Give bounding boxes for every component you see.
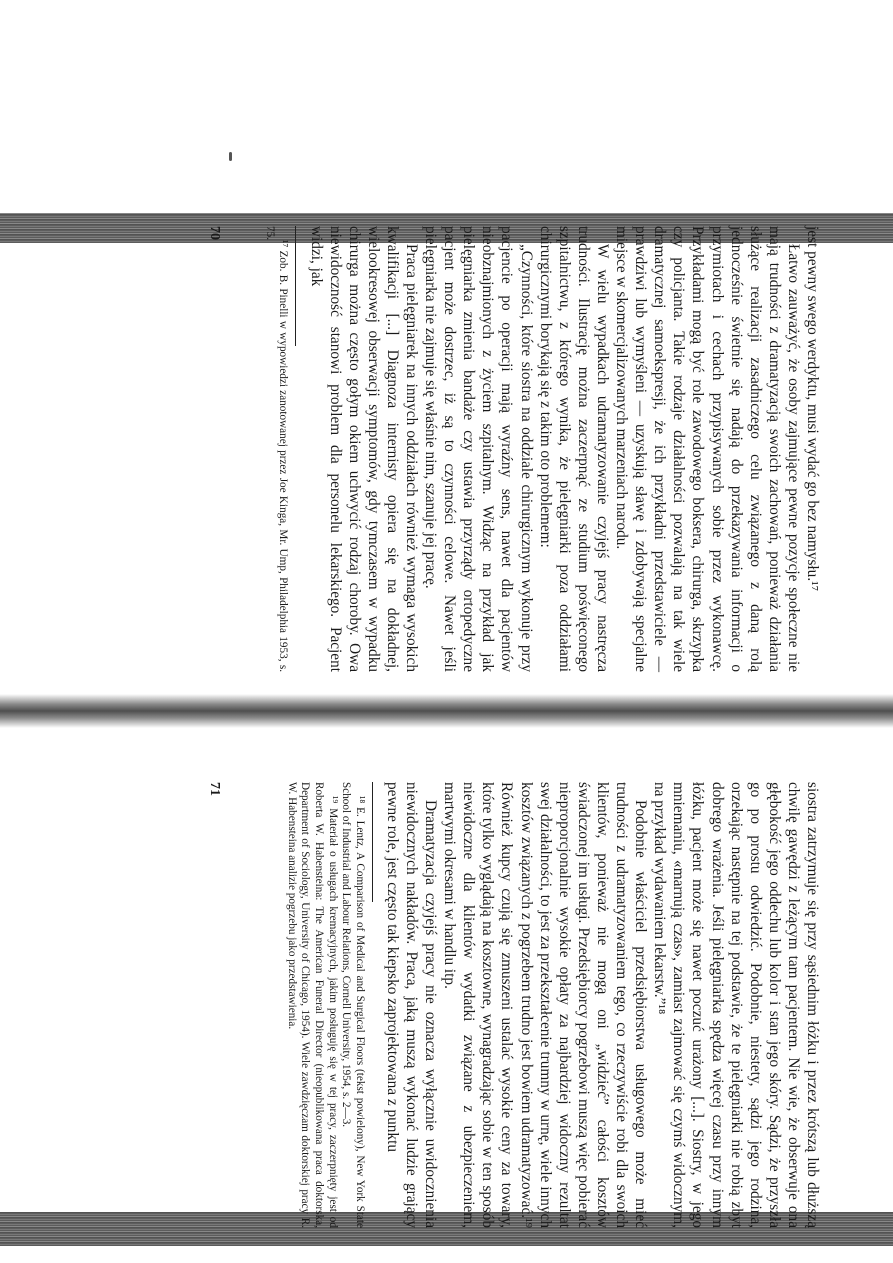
- page-70-footnotes: [262, 226, 289, 672]
- stray-mark: [229, 152, 232, 161]
- page-70: [207, 226, 822, 672]
- footnote-rule: [295, 226, 296, 346]
- page-71-footnotes: [284, 782, 366, 1228]
- footnote: ¹⁹ Materiał o usługach kremacyjnych, jakim posługuję się w tej pracy, zaczerpnięty jest od Roberta W. Habensteina: The American Funeral Director (nieopublikowana praca doktorska, Department of Sociology, University of Chicago, 1954). Wiele zawdzięczam doktorskiej pracy R. W. Habensteina analizie pogrzebu jako przedstawienia.: [285, 782, 339, 1228]
- paragraph: Podobnie właściciel przedsiębiorstwa usługowego może mieć trudności z udramatyzowaniem tego, co rzeczywiście robi dla swoich klientów, ponieważ nie mogą oni „widzieć” całości kosztów świadczonej im usługi. Przedsiębiorcy pogrzebowi muszą więc pobierać nieproporcjonalnie wysokie opłaty za najbardziej widoczny rezultat swej działalności, to jest za przekształcenie trumny w urnę, wiele innych kosztów związanych z pogrzebem trudno jest bowiem udramatyzować.¹⁹ Również kupcy czują się zmuszeni ustalać wysokie ceny za towary, które tylko wyglądają na kosztowne, wynagradzając sobie w ten sposób niewidoczne dla klientów wydatki związane z ubezpieczeniem, martwymi okresami w handlu itp.: [441, 782, 650, 1228]
- page-70-body: [306, 226, 822, 672]
- paragraph: „Czynności, które siostra na oddziale chirurgicznym wykonuje przy pacjencie po operacji mają wyraźny sens, nawet dla pacjentów nieobznajmionych z życiem szpitalnym. Widząc na przykład jak pielęgniarka zmienia bandaże czy ustawia przyrządy ortopedyczne pacjent może dostrzec, iż są to czynności celowe. Nawet jeśli pielęgniarka nie zajmuje się właśnie nim, szanuje jej pracę.: [422, 226, 535, 672]
- paragraph: jest pewny swego werdyktu, musi wydać go bez namysłu.¹⁷: [804, 226, 821, 592]
- footnote: ¹⁷ Zob. B. Pinelli w wypowiedzi zanotowanej przez Joe Kinga, Mr. Ump, Philadelphia 1953, s. 75.: [263, 226, 290, 672]
- paragraph: Dramatyzacja czyjejś pracy nie oznacza wyłącznie uwidocznienia niewidocznych nakładów. Praca, jaką muszą wykonać ludzie grający pewne role, jest często tak kiepsko zaprojektowana z punktu: [383, 782, 440, 1228]
- paragraph: Praca pielęgniarek na innych oddziałach również wymaga wysokich kwalifikacji [...] Diagnoza internisty opiera się na dokładnej, wielookresowej obserwacji symptomów, gdy tymczasem w wypadku chirurga można często gołym okiem uchwycić rodzaj choroby. Owa niewidoczność stanowi problem dla personelu lekarskiego. Pacjent widzi, jak: [307, 226, 421, 672]
- footnote-rule: [372, 782, 373, 902]
- paragraph: Łatwo zauważyć, że osoby zajmujące pewne pozycje społeczne nie mają trudności z dramatyzacją swoich zachowań, ponieważ działania służące realizacji zasadniczego celu związanego z daną rolą jednocześnie świetnie się nadają do przekazywania informacji o przymiotach i cechach przypisywanych sobie przez wykonawcę. Przykładami mogą być role zawodowego boksera, chirurga, skrzypka czy policjanta. Takie rodzaje działalności pozwalają na tak wiele dramatycznej samoekspresji, że ich przykładni przedstawiciele — prawdziwi lub wymyśleni — uzyskują sławę i zdobywają specjalne miejsce w skomercjalizowanych marzeniach narodu.: [613, 226, 802, 672]
- page-71: [207, 782, 822, 1228]
- footnote: ¹⁸ E. Lentz, A Comparison of Medical and Surgical Floors (tekst powielony), New York State School of Industrial and Labour Relations, Cornell University, 1954, s. 2—3.: [340, 782, 366, 1228]
- paragraph: siostra zatrzymuje się przy sąsiednim łóżku i przez krótszą lub dłuższą chwilę gawędzi z leżącym tam pacjentem. Nie wie, że obserwuje ona głębokość jego oddechu lub kolor i stan jego skóry. Sądzi, że przyszła go po prostu odwiedzić. Podobnie, niestety, sądzi jego rodzina, orzekając następnie na tej podstawie, że te pielęgniarki nie robią zbyt dobrego wrażenia. Jeśli pielęgniarka spędza więcej czasu przy innym łóżku, pacjent może się nawet poczuć urażony [...]. Siostry, w jego mniemaniu, «marnują czas», zamiast zajmować się czymś widocznym, na przykład wydawaniem lekarstw.”¹⁸: [651, 782, 821, 1228]
- page-71-body: [383, 782, 822, 1228]
- book-spine-shadow: [0, 694, 893, 728]
- page-number: 70: [207, 226, 222, 240]
- paragraph: W wielu wypadkach udramatyzowanie czyjejś pracy nastręcza trudności. Ilustrację można zaczerpnąć ze studium poświęconego szpitalnictwu, z którego wynika, że pielęgniarki poza oddziałami chirurgicznymi borykają się z takim oto problemem:: [536, 226, 611, 672]
- page-number: 71: [207, 782, 222, 796]
